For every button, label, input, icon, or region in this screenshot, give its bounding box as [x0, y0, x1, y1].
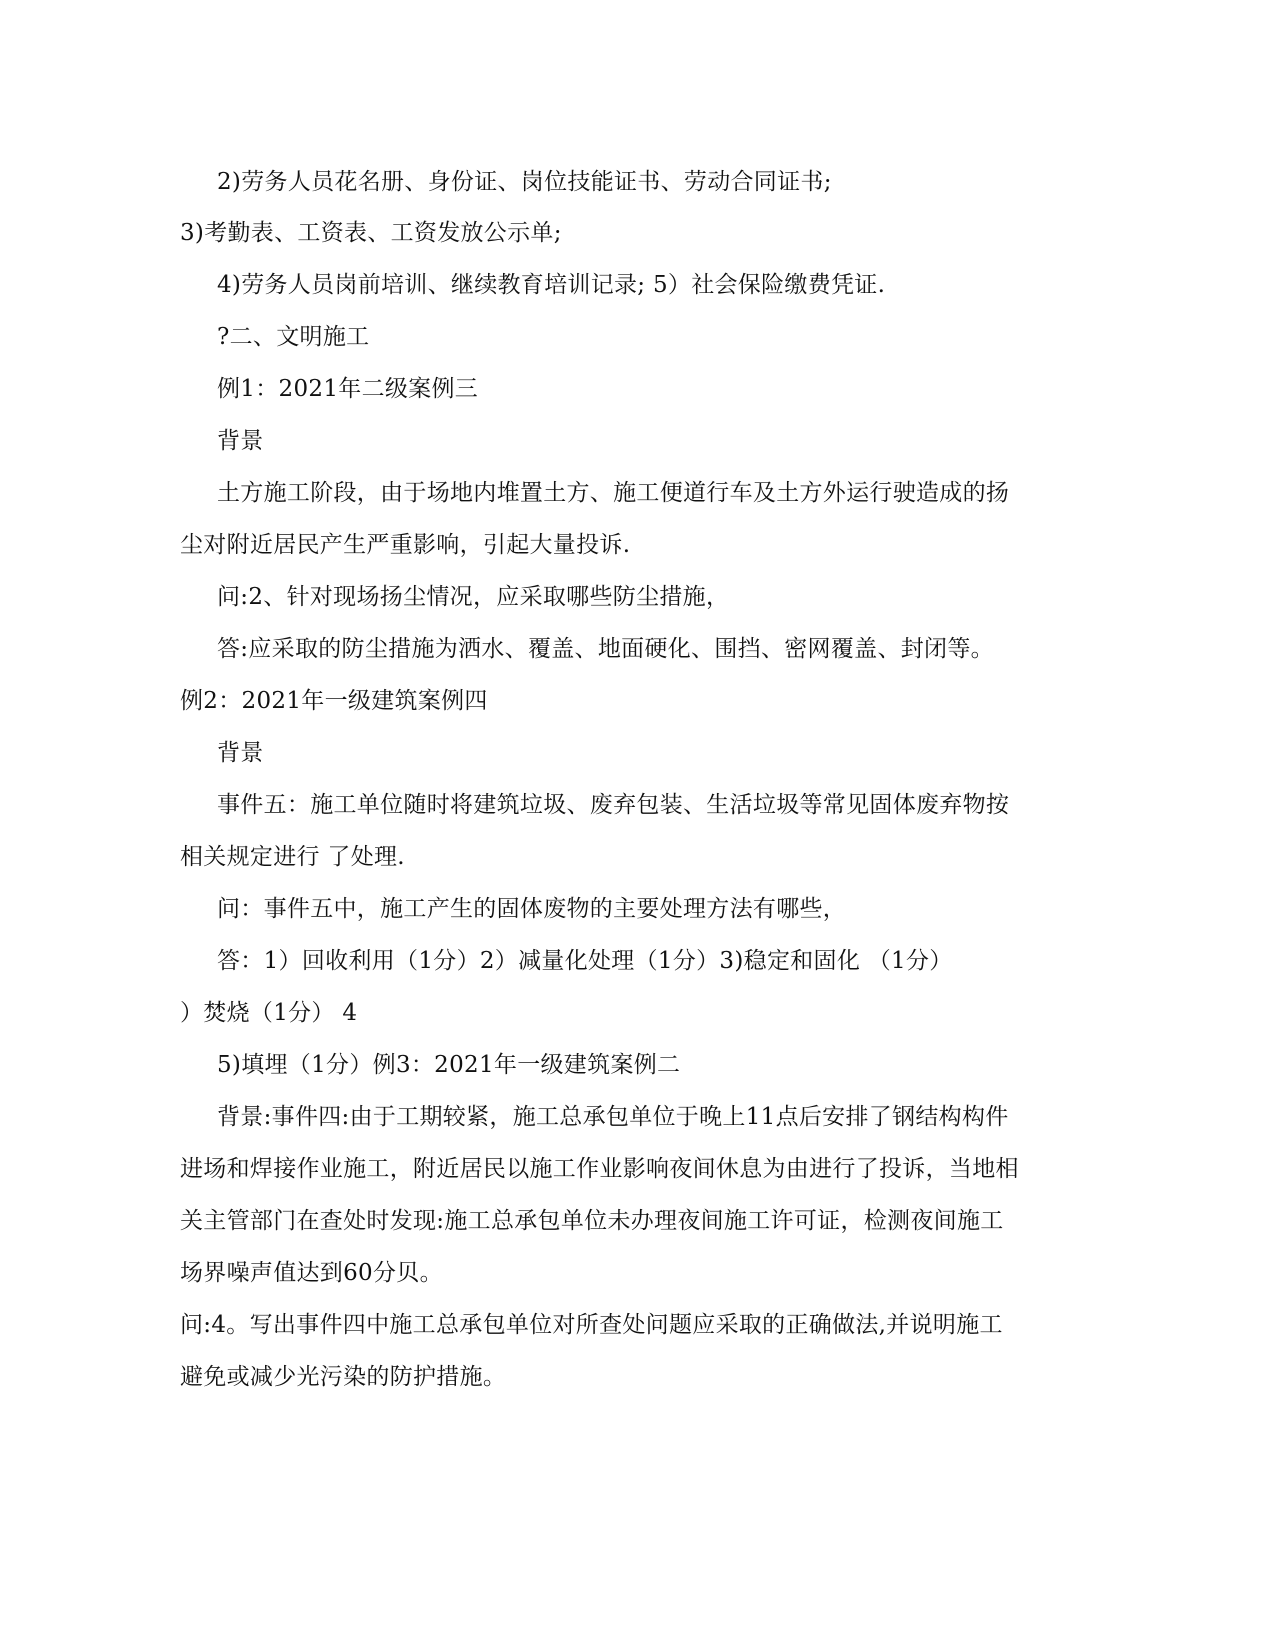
text-line: 场界噪声值达到60分贝。 — [180, 1260, 443, 1286]
text-line: 3)考勤表、工资表、工资发放公示单; — [180, 220, 562, 246]
text-line: 背景:事件四:由于工期较紧，施工总承包单位于晚上11点后安排了钢结构构件 — [217, 1104, 1009, 1130]
text-line: 相关规定进行 了处理. — [180, 844, 405, 870]
text-line: 4)劳务人员岗前培训、继续教育培训记录; 5）社会保险缴费凭证. — [217, 272, 886, 298]
text-line: 5)填埋（1分）例3：2021年一级建筑案例二 — [217, 1052, 681, 1078]
text-line: 进场和焊接作业施工，附近居民以施工作业影响夜间休息为由进行了投诉，当地相 — [180, 1156, 1019, 1182]
question-line: 问：事件五中，施工产生的固体废物的主要处理方法有哪些， — [217, 896, 847, 922]
example-heading: 例1：2021年二级案例三 — [217, 376, 479, 402]
section-heading: ?二、文明施工 — [217, 324, 370, 350]
answer-line: 答:应采取的防尘措施为洒水、覆盖、地面硬化、围挡、密网覆盖、封闭等。 — [217, 636, 994, 662]
question-line: 问:2、针对现场扬尘情况，应采取哪些防尘措施， — [217, 584, 730, 610]
text-line: 土方施工阶段，由于场地内堆置土方、施工便道行车及土方外运行驶造成的扬 — [217, 480, 1010, 506]
text-line: 避免或减少光污染的防护措施。 — [180, 1364, 507, 1390]
text-line: 背景 — [217, 740, 264, 766]
text-line: 2)劳务人员花名册、身份证、岗位技能证书、劳动合同证书; — [217, 169, 832, 195]
example-heading: 例2：2021年一级建筑案例四 — [180, 688, 488, 714]
text-line: 尘对附近居民产生严重影响，引起大量投诉. — [180, 532, 631, 558]
answer-line: 答：1）回收利用（1分）2）减量化处理（1分）3)稳定和固化 （1分） — [217, 948, 953, 974]
text-line: 关主管部门在查处时发现:施工总承包单位未办理夜间施工许可证，检测夜间施工 — [180, 1208, 1004, 1234]
text-line: ）焚烧（1分） 4 — [180, 1000, 358, 1026]
question-line: 问:4。写出事件四中施工总承包单位对所查处问题应采取的正确做法,并说明施工 — [180, 1312, 1003, 1338]
text-line: 事件五：施工单位随时将建筑垃圾、废弃包装、生活垃圾等常见固体废弃物按 — [217, 792, 1010, 818]
text-line: 背景 — [217, 428, 264, 454]
